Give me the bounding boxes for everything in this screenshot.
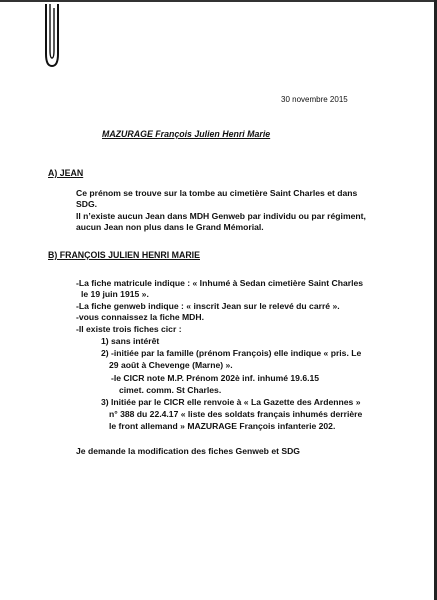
section-b-line: -le CICR note M.P. Prénom 202è inf. inhumé 19.6.15: [111, 373, 320, 383]
section-b-line: -Il existe trois fiches cicr :: [76, 324, 182, 334]
section-b-line: 2) -initiée par la famille (prénom François) elle indique « pris. Le: [101, 348, 362, 358]
section-a-line: aucun Jean non plus dans le Grand Mémorial.: [76, 222, 264, 232]
section-b-line: 1) sans intérêt: [101, 336, 160, 346]
section-b-line: 3) Initiée par le CICR elle renvoie à « La Gazette des Ardennes »: [101, 397, 361, 407]
section-b-line: n° 388 du 22.4.17 « liste des soldats français inhumés derrière: [109, 409, 363, 419]
section-b-line: -La fiche matricule indique : « Inhumé à Sedan cimetière Saint Charles: [76, 278, 364, 288]
document-title: MAZURAGE François Julien Henri Marie: [102, 129, 271, 139]
section-b-heading: B) FRANÇOIS JULIEN HENRI MARIE: [48, 250, 200, 260]
section-b-line: le 19 juin 1915 ».: [81, 289, 149, 299]
section-a-heading: A) JEAN: [48, 168, 84, 178]
section-b-line: -vous connaissez la fiche MDH.: [76, 312, 204, 322]
section-b-line: le front allemand » MAZURAGE François infanterie 202.: [109, 421, 336, 431]
document-date: 30 novembre 2015: [281, 95, 348, 104]
scan-top-edge: [0, 0, 437, 2]
section-b-line: 29 août à Chevenge (Marne) ».: [109, 360, 233, 370]
section-a-line: Ce prénom se trouve sur la tombe au cimetière Saint Charles et dans: [76, 188, 358, 198]
section-b-line: -La fiche genweb indique : « inscrit Jean sur le relevé du carré ».: [76, 301, 340, 311]
section-a-line: SDG.: [76, 199, 98, 209]
section-b-line: cimet. comm. St Charles.: [119, 385, 222, 395]
paper-clip-icon: [38, 2, 64, 72]
section-a-line: Il n’existe aucun Jean dans MDH Genweb par individu ou par régiment,: [76, 211, 366, 221]
closing-line: Je demande la modification des fiches Genweb et SDG: [76, 446, 300, 456]
